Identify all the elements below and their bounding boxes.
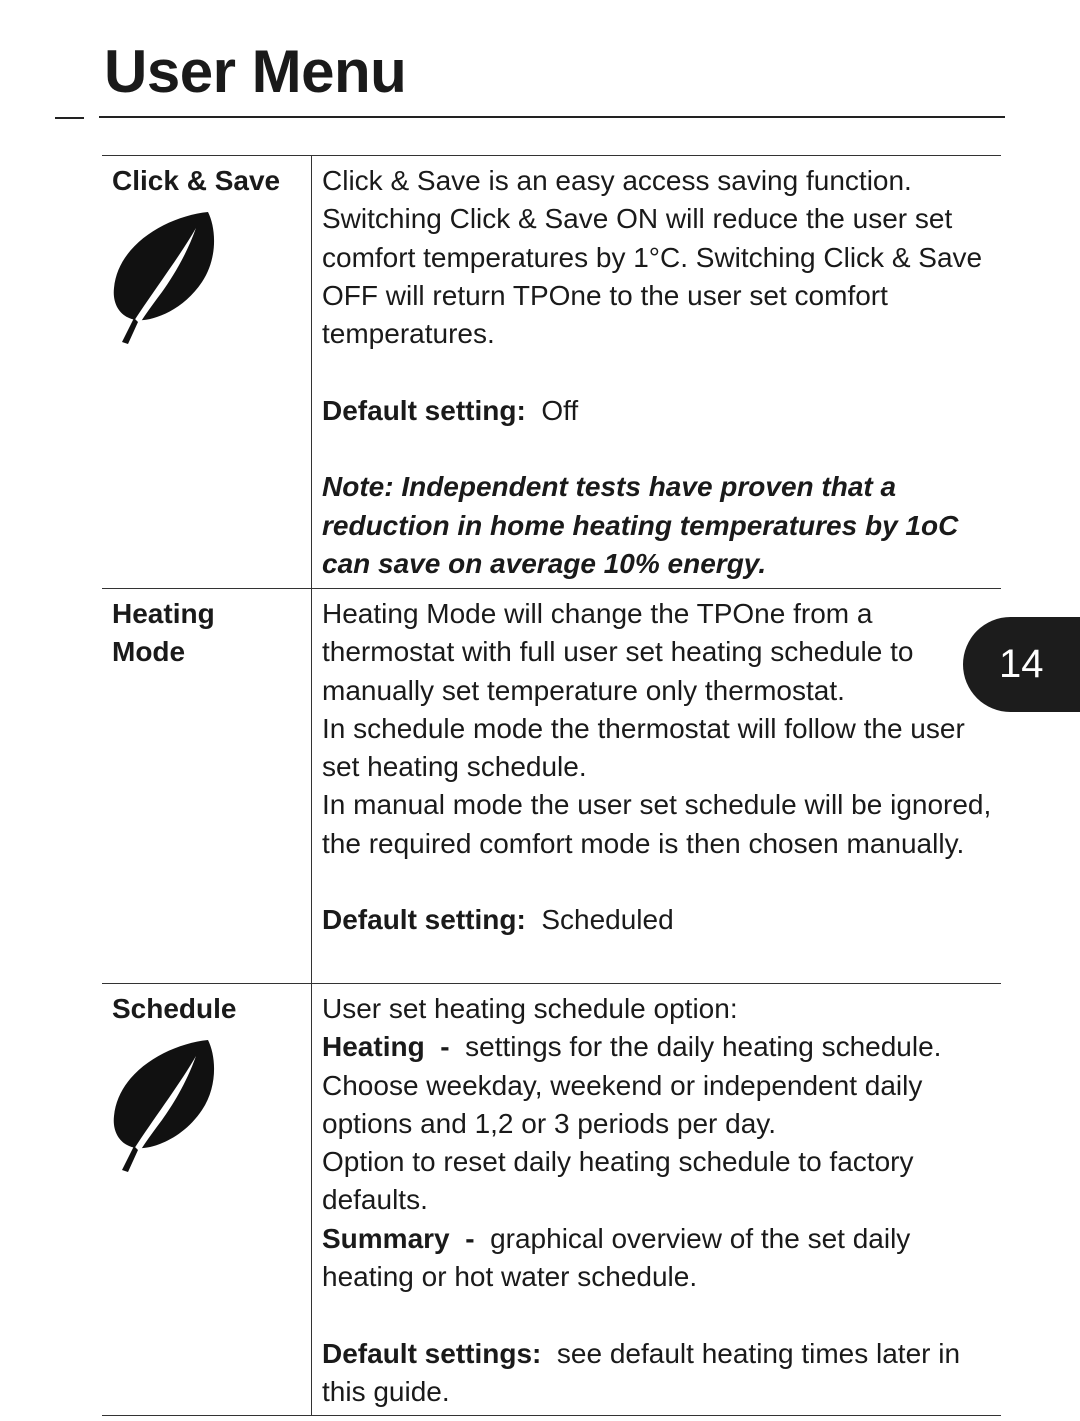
schedule-intro: User set heating schedule option:: [322, 993, 738, 1024]
summary-option-text: graphical overview of the set daily heating or hot water schedule.: [322, 1222, 911, 1293]
title-rule-short: [55, 117, 84, 119]
user-menu-table: [102, 155, 1001, 1416]
heating-option-label: Heating: [322, 1031, 425, 1063]
separator: -: [465, 1222, 475, 1254]
click-save-default: [322, 392, 1001, 430]
row-label-cell: [102, 156, 312, 589]
page-number-tab: 14: [963, 617, 1080, 712]
heating-mode-default: [322, 901, 1001, 939]
heating-mode-manual-text: In manual mode the user set schedule will be ignored, the required comfort mode is then chosen manually.: [322, 789, 992, 859]
schedule-summary-option: [322, 1220, 1001, 1297]
table-row: [102, 984, 1001, 1416]
default-label: Default setting:: [322, 394, 526, 426]
leaf-icon: [110, 1034, 220, 1174]
row-description-cell: [312, 156, 1002, 589]
click-save-note: Note: Independent tests have proven that a reduction in home heating temperatures by 1oC can save on average 10% energy.: [322, 471, 959, 579]
heating-mode-schedule-text: In schedule mode the thermostat will follow the user set heating schedule.: [322, 712, 965, 783]
schedule-reset-text: Option to reset daily heating schedule to factory defaults.: [322, 1146, 914, 1216]
summary-option-label: Summary: [322, 1222, 450, 1254]
default-value: Off: [541, 394, 579, 426]
row-label-cell: [102, 984, 312, 1416]
click-save-description: Click & Save is an easy access saving function. Switching Click & Save ON will reduce the user set comfort temperatures by 1°C. Switching Click & Save OFF will return TPOne to the user set comfort temperatures.: [322, 165, 983, 350]
separator: -: [440, 1031, 450, 1063]
row-label-heating-mode: Heating Mode: [112, 598, 215, 667]
page-title: User Menu: [104, 38, 407, 105]
default-value: see default heating times later in this guide.: [322, 1337, 961, 1407]
table-row: [102, 589, 1001, 984]
heating-mode-description: Heating Mode will change the TPOne from a thermostat with full user set heating schedule to manually set temperature only thermostat.: [322, 598, 914, 706]
row-label-cell: [102, 589, 312, 984]
heating-option-text: settings for the daily heating schedule. Choose weekday, weekend or independent daily options and 1,2 or 3 periods per day.: [322, 1031, 942, 1139]
default-label: Default settings:: [322, 1337, 542, 1369]
schedule-heating-option: [322, 1028, 1001, 1143]
default-label: Default setting:: [322, 904, 526, 936]
table-row: [102, 156, 1001, 589]
row-label-click-save: Click & Save: [112, 165, 281, 196]
default-value: Scheduled: [541, 904, 674, 936]
leaf-icon: [110, 206, 220, 346]
row-description-cell: [312, 589, 1002, 984]
title-rule: [99, 116, 1005, 118]
row-label-schedule: Schedule: [112, 993, 237, 1024]
schedule-default: [322, 1335, 1001, 1412]
row-description-cell: [312, 984, 1002, 1416]
